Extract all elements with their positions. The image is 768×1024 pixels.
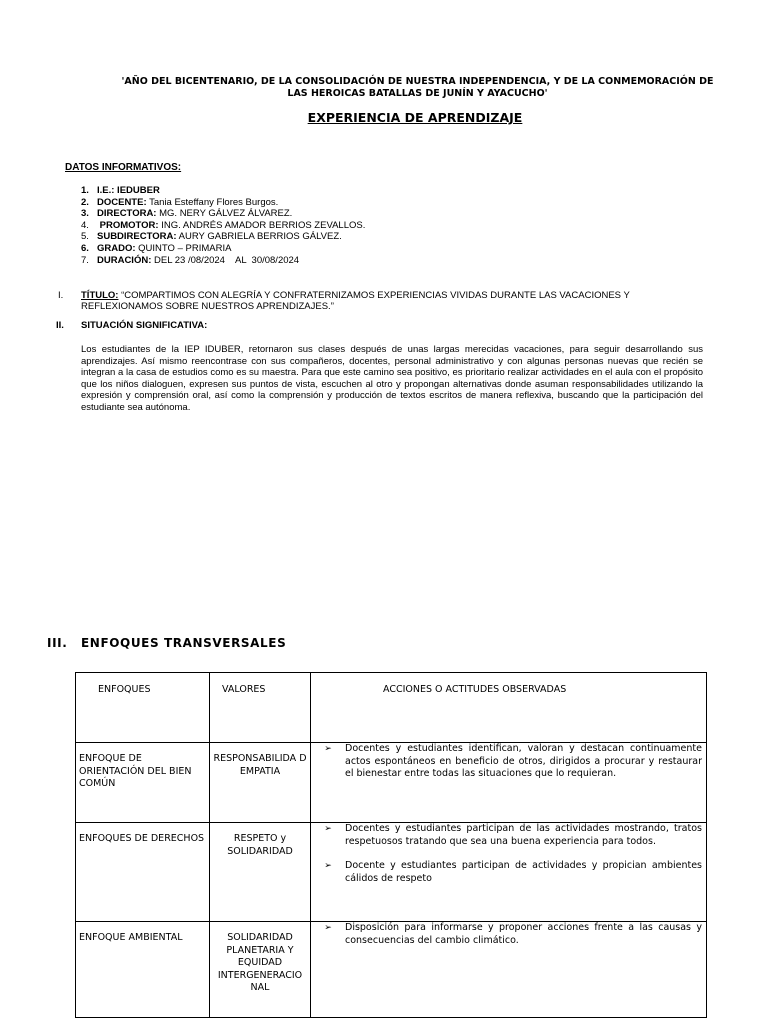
enfoque-cell: ENFOQUE AMBIENTAL <box>76 922 210 1018</box>
enfoques-table <box>75 672 707 1018</box>
accion-item: ➢ Docentes y estudiantes participan de las actividades mostrando, tratos respetuosos tratando que sea una buena experiencia para todos. <box>311 823 702 848</box>
arrow-bullet-icon: ➢ <box>324 861 332 872</box>
titulo-body <box>81 290 701 312</box>
datos-list <box>81 185 365 266</box>
datos-value: ING. ANDRÉS AMADOR BERRIOS ZEVALLOS. <box>158 219 366 231</box>
acciones-cell <box>311 823 707 922</box>
datos-label: DURACIÓN: <box>97 254 152 266</box>
table-header-row <box>76 673 707 743</box>
arrow-bullet-icon: ➢ <box>324 923 332 933</box>
datos-label: SUBDIRECTORA: <box>97 231 177 243</box>
datos-item-grado: 6. GRADO: QUINTO – PRIMARIA <box>81 242 232 254</box>
datos-value: MG. NERY GÁLVEZ ÁLVAREZ. <box>156 208 293 220</box>
datos-value: IEDUBER <box>114 185 160 196</box>
datos-label: DOCENTE: <box>97 196 147 208</box>
datos-item-promotor: 4. PROMOTOR: ING. ANDRÉS AMADOR BERRIOS ZEVALLOS. <box>81 219 366 231</box>
datos-item-subdirectora: 5. SUBDIRECTORA: AURY GABRIELA BERRIOS GÁLVEZ. <box>81 231 342 243</box>
datos-item-ie: 1. I.E.: IEDUBER <box>81 185 160 196</box>
datos-value: DEL 23 /08/2024 AL 30/08/2024 <box>151 254 300 266</box>
header-cell-valores: VALORES <box>210 673 311 743</box>
motto-line-2: LAS HEROICAS BATALLAS DE JUNÍN Y AYACUCHO' <box>287 88 548 99</box>
enfoque-cell: ENFOQUES DE DERECHOS <box>76 823 210 922</box>
datos-heading: DATOS INFORMATIVOS: <box>65 162 182 173</box>
datos-item-docente: 2. DOCENTE: Tania Esteffany Flores Burgos. <box>81 196 279 208</box>
datos-label: DIRECTORA: <box>97 208 157 220</box>
datos-label: PROMOTOR: <box>97 219 159 231</box>
situacion-paragraph: Los estudiantes de la IEP IDUBER, retornaron sus clases después de unas largas merecidas vacaciones, para seguir desarrollando sus aprendizajes. Así mismo reencontrase con sus compañeros, docentes, personal administrativo y con algunas personas nuevas que recién se integran a la casa de estudios como es su maestra. Para que este camino sea positivo, es prioritario realizar actividades en el aula con el propósito que los niños dialoguen, expresen sus puntos de vista, escuchen al otro y propongan alternativas donde asuman responsabilidades utilizando la expresión y comprensión oral, así como la comprensión y producción de textos escritos de manera reflexiva, buscando que la participación del estudiante sea autónoma. <box>81 344 703 413</box>
accion-item: ➢ Disposición para informarse y proponer acciones frente a las causas y consecuencias del cambio climático. <box>311 922 702 947</box>
header-cell-enfoques: ENFOQUES <box>76 673 210 743</box>
datos-item-duracion: 7. DURACIÓN: DEL 23 /08/2024 AL 30/08/2024 <box>81 254 300 266</box>
acciones-cell <box>311 922 707 1018</box>
valores-cell: SOLIDARIDAD PLANETARIA Y EQUIDAD INTERGENERACIO NAL <box>210 922 311 1018</box>
document-title: EXPERIENCIA DE APRENDIZAJE <box>307 110 523 125</box>
section-number: III. <box>47 636 68 650</box>
section-number: II. <box>56 320 64 331</box>
acciones-cell <box>311 743 707 823</box>
section-number: I. <box>58 290 64 301</box>
table-row <box>76 922 707 1018</box>
situacion-label: SITUACIÓN SIGNIFICATIVA: <box>81 320 208 331</box>
datos-item-directora: 3. DIRECTORA: MG. NERY GÁLVEZ ÁLVAREZ. <box>81 208 293 220</box>
datos-label: GRADO: <box>97 242 136 254</box>
header-motto <box>120 76 715 100</box>
valores-cell: RESPETO y SOLIDARIDAD <box>210 823 311 922</box>
datos-value: AURY GABRIELA BERRIOS GÁLVEZ. <box>176 231 342 243</box>
table-row <box>76 823 707 922</box>
accion-item: ➢ Docentes y estudiantes identifican, valoran y destacan continuamente actos espontáneos en beneficio de otros, dirigidos a procurar y restaurar el bienestar entre todas las situaciones que lo requieran. <box>311 743 702 781</box>
arrow-bullet-icon: ➢ <box>324 744 332 754</box>
header-cell-acciones: ACCIONES O ACTITUDES OBSERVADAS <box>311 673 707 743</box>
valores-cell: RESPONSABILIDA D EMPATIA <box>210 743 311 823</box>
enfoque-cell: ENFOQUE DE ORIENTACIÓN DEL BIEN COMÚN <box>76 743 210 823</box>
table-row <box>76 743 707 823</box>
datos-value: Tania Esteffany Flores Burgos. <box>146 196 279 208</box>
datos-label: I.E.: <box>97 185 115 196</box>
datos-value: QUINTO – PRIMARIA <box>135 242 232 254</box>
titulo-label: TÍTULO: <box>81 290 119 301</box>
enfoques-heading: ENFOQUES TRANSVERSALES <box>81 636 287 650</box>
titulo-text: “COMPARTIMOS CON ALEGRÍA Y CONFRATERNIZAMOS EXPERIENCIAS VIVIDAS DURANTE LAS VACACIONES Y REFLEXIONAMOS SOBRE NUESTROS APRENDIZAJES.” <box>81 290 630 312</box>
arrow-bullet-icon: ➢ <box>324 824 332 834</box>
motto-line-1: 'AÑO DEL BICENTENARIO, DE LA CONSOLIDACIÓN DE NUESTRA INDEPENDENCIA, Y DE LA CONMEMORACIÓN DE <box>121 76 714 87</box>
accion-item: ➢ Docente y estudiantes participan de actividades y propician ambientes cálidos de respeto <box>311 860 702 885</box>
